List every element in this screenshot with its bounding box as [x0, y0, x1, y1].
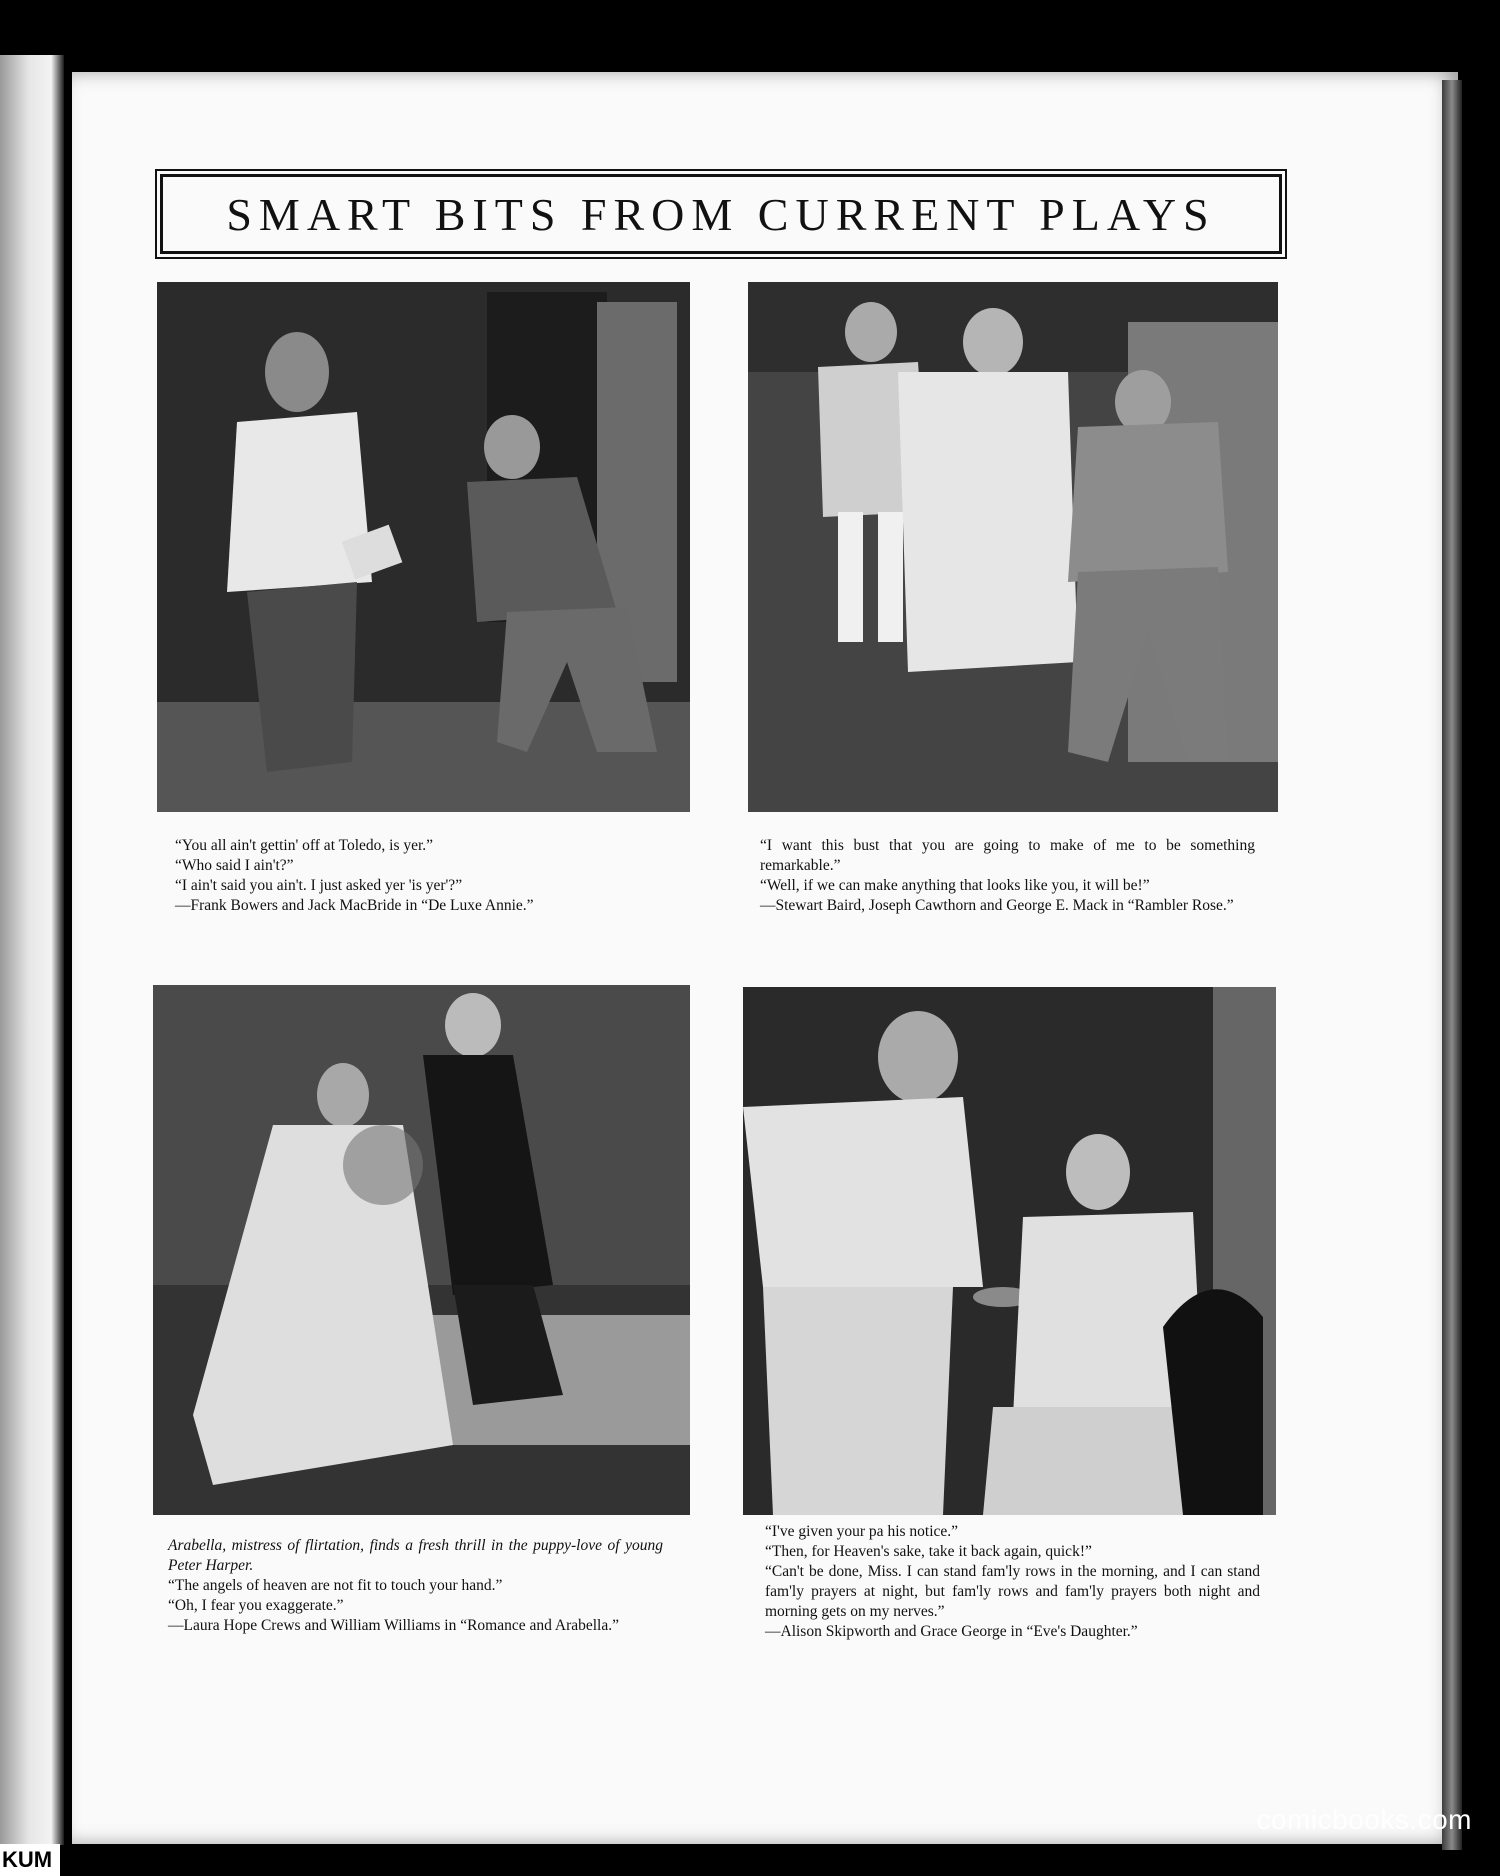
- caption-line: “Can't be done, Miss. I can stand fam'ly rows in the morning, and I can stand fam'ly prayers at night, but fam'ly rows and fam'ly prayers both night and morning gets on my nerves.”: [765, 1563, 1260, 1620]
- page-title: SMART BITS FROM CURRENT PLAYS: [226, 188, 1216, 240]
- caption-line: “The angels of heaven are not fit to touch your hand.”: [168, 1577, 503, 1594]
- caption-credit: —Laura Hope Crews and William Williams in “Romance and Arabella.”: [168, 1617, 619, 1634]
- photo-romance-and-arabella: [153, 985, 690, 1515]
- caption-line: “I've given your pa his notice.”: [765, 1523, 959, 1540]
- adjacent-page-edge: [0, 55, 64, 1845]
- caption-line: “I want this bust that you are going to make of me to be something remarkable.”: [760, 837, 1255, 874]
- caption-line: “You all ain't gettin' off at Toledo, is yer.”: [175, 837, 434, 854]
- caption-intro: Arabella, mistress of flirtation, finds a fresh thrill in the puppy-love of young Peter Harper.: [168, 1537, 663, 1574]
- caption-de-luxe-annie: [175, 836, 670, 916]
- caption-romance-and-arabella: [168, 1536, 663, 1636]
- photo-de-luxe-annie: [157, 282, 690, 812]
- photo-eves-daughter: [743, 987, 1276, 1515]
- caption-line: “I ain't said you ain't. I just asked yer 'is yer'?”: [175, 877, 463, 894]
- page-binding-edge: [1442, 80, 1462, 1850]
- caption-rambler-rose: [760, 836, 1255, 916]
- caption-credit: —Stewart Baird, Joseph Cawthorn and George E. Mack in “Rambler Rose.”: [760, 897, 1234, 914]
- caption-line: “Well, if we can make anything that looks like you, it will be!”: [760, 877, 1150, 894]
- site-watermark: comicbooks.com: [1256, 1804, 1472, 1835]
- caption-line: “Then, for Heaven's sake, take it back again, quick!”: [765, 1543, 1092, 1560]
- caption-credit: —Alison Skipworth and Grace George in “Eve's Daughter.”: [765, 1623, 1138, 1640]
- caption-credit: —Frank Bowers and Jack MacBride in “De Luxe Annie.”: [175, 897, 534, 914]
- caption-eves-daughter: [765, 1522, 1260, 1642]
- caption-line: “Oh, I fear you exaggerate.”: [168, 1597, 344, 1614]
- caption-line: “Who said I ain't?”: [175, 857, 294, 874]
- photo-rambler-rose: [748, 282, 1278, 812]
- page-title-box: [160, 174, 1282, 254]
- corner-tag: KUM: [0, 1844, 60, 1876]
